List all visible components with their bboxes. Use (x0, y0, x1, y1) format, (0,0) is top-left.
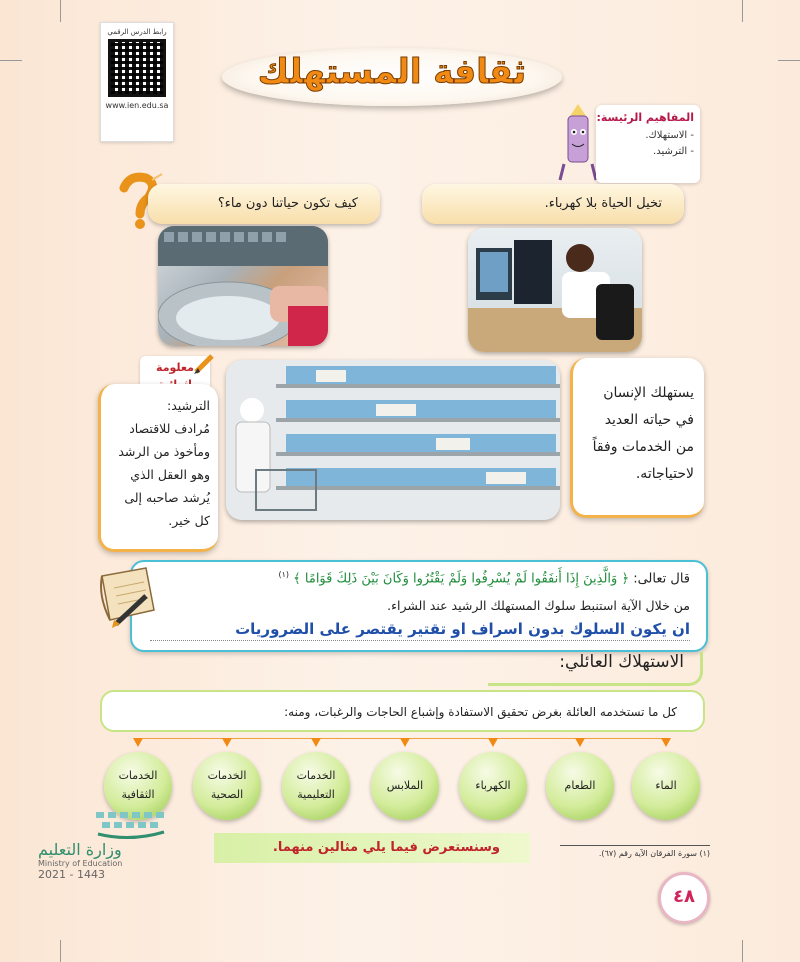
key-concepts-heading: المفاهيم الرئيسة: (596, 111, 694, 124)
item-food (546, 752, 614, 820)
consumer-card (570, 358, 704, 518)
item-health-services (193, 752, 261, 820)
rationalization-line: يُرشد صاحبه إلى (124, 490, 210, 505)
consumer-line: يستهلك الإنسان (603, 385, 694, 401)
item-electricity (459, 752, 527, 820)
verse-line (150, 570, 690, 586)
next-examples-note: وسنستعرض فيما يلي مثالين منهما. (214, 833, 530, 863)
crop-mark (742, 940, 743, 962)
item-label-2: الثقافية (121, 788, 155, 801)
rationalization-line: الترشيد: (167, 398, 210, 413)
key-concepts-box (596, 105, 700, 183)
qr-code-panel[interactable] (100, 22, 174, 142)
ministry-name-en: Ministry of Education (38, 859, 123, 868)
rationalization-line: مُرادف للاقتصاد (129, 421, 210, 436)
rationalization-line: وهو العقل الذي (130, 467, 210, 482)
qr-code-icon[interactable] (108, 39, 166, 97)
arrow-down-icon (400, 738, 410, 747)
page-number: ٤٨ (658, 872, 710, 924)
item-label: الطعام (564, 778, 596, 792)
footnote: (١) سورة الفرقان الآية رقم (٦٧). (560, 845, 710, 858)
item-label-2: الصحية (210, 788, 244, 801)
qr-url[interactable]: www.ien.edu.sa (105, 101, 169, 110)
crop-mark (778, 60, 800, 61)
rationalization-line: ومأخوذ من الرشد (118, 444, 210, 459)
crop-mark (60, 940, 61, 962)
item-educational-services (282, 752, 350, 820)
item-label: الخدمات (118, 769, 158, 783)
rationalization-card (98, 384, 218, 552)
verse-intro: قال تعالى: (633, 571, 690, 587)
family-consumption-definition: كل ما تستخدمه العائلة بغرض تحقيق الاستفادة وإشباع الحاجات والرغبات، ومنه: (100, 690, 705, 732)
page-title: ثقافة المستهلك (257, 52, 527, 92)
crop-mark (0, 60, 22, 61)
enrichment-badge-line1: معلومة (156, 361, 194, 374)
verse-text: ﴿ وَالَّذِينَ إِذَا أَنفَقُوا لَمْ يُسْرِفُوا وَلَمْ يَقْتُرُوا وَكَانَ بَيْنَ ذَلِكَ قَوَامًا ﴾ (293, 571, 630, 587)
family-consumption-title: الاستهلاك العائلي: (488, 652, 703, 686)
ministry-name-ar: وزارة التعليم (38, 840, 122, 859)
item-label-2: التعليمية (297, 788, 335, 801)
item-label: الملابس (386, 778, 424, 792)
crop-mark (742, 0, 743, 22)
notebook-pencil-icon (96, 566, 160, 628)
qr-label: رابط الدرس الرقمي (107, 28, 167, 36)
ministry-logo (38, 808, 188, 881)
concept-item: - الترشيد. (653, 146, 694, 157)
verse-box (130, 560, 708, 652)
crop-mark (60, 0, 61, 22)
arrow-down-icon (661, 738, 671, 747)
arrow-down-icon (133, 738, 143, 747)
rationalization-line: كل خير. (168, 513, 210, 528)
concept-item: - الاستهلاك. (645, 130, 694, 141)
verse-answer[interactable]: ان يكون السلوك بدون اسراف او تقتير يقتصر على الضروريات (150, 620, 690, 641)
item-label: الخدمات (207, 769, 247, 783)
arrow-down-icon (311, 738, 321, 747)
item-label: الكهرباء (475, 778, 511, 792)
verse-question: من خلال الآية استنبط سلوك المستهلك الرشيد عند الشراء. (387, 598, 690, 613)
item-label: الماء (655, 778, 677, 792)
verse-footnote-ref: (١) (278, 570, 289, 579)
edition-year: 2021 - 1443 (38, 868, 105, 881)
electricity-question: تخيل الحياة بلا كهرباء. (422, 184, 684, 224)
item-clothes (371, 752, 439, 820)
arrow-down-icon (222, 738, 232, 747)
computer-user-photo (468, 228, 642, 352)
pencil-mascot-icon (556, 102, 600, 184)
consumer-line: لاحتياجاته. (635, 466, 694, 482)
pencil-icon (194, 352, 216, 374)
item-label: الخدمات (296, 769, 336, 783)
item-water (632, 752, 700, 820)
arrow-down-icon (575, 738, 585, 747)
supermarket-photo (226, 360, 560, 520)
consumer-line: في حياته العديد (604, 412, 694, 428)
consumer-line: من الخدمات وفقاً (592, 439, 694, 455)
washing-hands-photo (158, 226, 328, 346)
ministry-logo-icon (48, 808, 188, 840)
arrow-down-icon (488, 738, 498, 747)
water-question: كيف تكون حياتنا دون ماء؟ (148, 184, 380, 224)
